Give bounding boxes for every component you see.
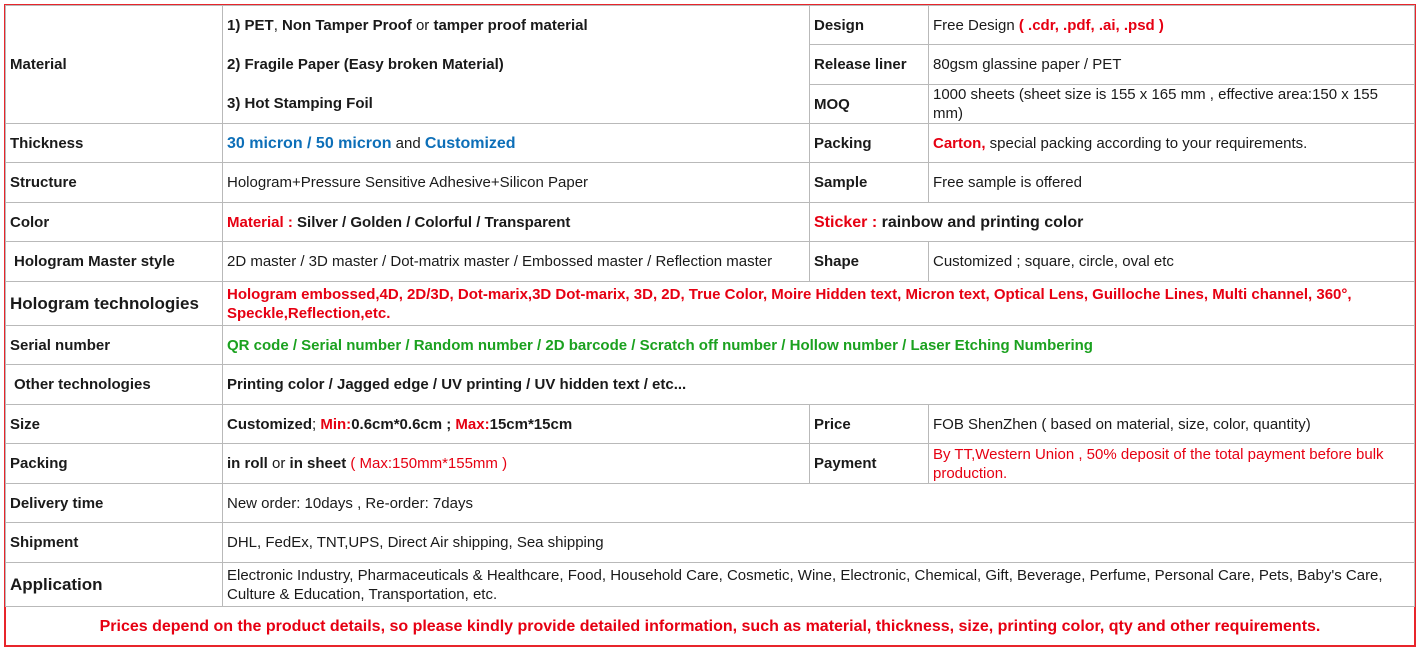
application-label: Application: [6, 563, 223, 607]
technologies-value: Hologram embossed,4D, 2D/3D, Dot-marix,3D Dot-marix, 3D, 2D, True Color, Moire Hidden text, Micron text, Optical Lens, Guilloche Lines, Multi channel, 360°, Speckle,Reflection,etc.: [223, 282, 1415, 326]
price-label: Price: [810, 405, 929, 444]
other-label: Other technologies: [6, 365, 223, 405]
thickness-label: Thickness: [6, 124, 223, 163]
moq-label: MOQ: [810, 85, 929, 124]
color-sticker-value: Sticker : rainbow and printing color: [810, 203, 1415, 242]
table-row: [6, 523, 1415, 563]
technologies-label: Hologram technologies: [6, 282, 223, 326]
spec-table: [5, 5, 1415, 646]
color-label: Color: [6, 203, 223, 242]
table-row: [6, 444, 1415, 484]
table-row: [6, 563, 1415, 607]
footer-row: [6, 607, 1415, 646]
packing-left-label: Packing: [6, 444, 223, 484]
table-row: [6, 484, 1415, 523]
packing-left-value: in roll or in sheet ( Max:150mm*155mm ): [223, 444, 810, 484]
master-style-value: 2D master / 3D master / Dot-matrix master / Embossed master / Reflection master: [223, 242, 810, 282]
serial-value: QR code / Serial number / Random number / 2D barcode / Scratch off number / Hollow number / Laser Etching Numbering: [223, 326, 1415, 365]
shape-value: Customized ; square, circle, oval etc: [929, 242, 1415, 282]
release-liner-value: 80gsm glassine paper / PET: [929, 45, 1415, 85]
master-style-label: Hologram Master style: [6, 242, 223, 282]
table-row: [6, 6, 1415, 45]
sample-label: Sample: [810, 163, 929, 203]
packing-label: Packing: [810, 124, 929, 163]
release-liner-label: Release liner: [810, 45, 929, 85]
size-value: Customized; Min:0.6cm*0.6cm ; Max:15cm*15cm: [223, 405, 810, 444]
table-row: [6, 124, 1415, 163]
sample-value: Free sample is offered: [929, 163, 1415, 203]
table-row: [6, 326, 1415, 365]
packing-value: Carton, special packing according to your requirements.: [929, 124, 1415, 163]
structure-value: Hologram+Pressure Sensitive Adhesive+Silicon Paper: [223, 163, 810, 203]
table-row: [6, 405, 1415, 444]
size-label: Size: [6, 405, 223, 444]
application-value: Electronic Industry, Pharmaceuticals & Healthcare, Food, Household Care, Cosmetic, Wine, Electronic, Chemical, Gift, Beverage, Perfume, Personal Care, Pets, Baby's Care, Culture & Education, Transportation, etc.: [223, 563, 1415, 607]
material-item-3: 3) Hot Stamping Foil: [227, 95, 373, 112]
color-material-value: Material : Silver / Golden / Colorful / Transparent: [223, 203, 810, 242]
table-row: [6, 365, 1415, 405]
material-label: Material: [6, 6, 223, 124]
table-row: [6, 163, 1415, 203]
design-label: Design: [810, 6, 929, 45]
shape-label: Shape: [810, 242, 929, 282]
footer-note: Prices depend on the product details, so please kindly provide detailed information, such as material, thickness, size, printing color, qty and other requirements.: [99, 617, 1321, 635]
payment-value: By TT,Western Union , 50% deposit of the total payment before bulk production.: [929, 444, 1415, 484]
other-value: Printing color / Jagged edge / UV printing / UV hidden text / etc...: [223, 365, 1415, 405]
table-row: [6, 203, 1415, 242]
table-row: [6, 242, 1415, 282]
material-item-1: 1) PET, Non Tamper Proof or tamper proof material: [227, 17, 588, 34]
price-value: FOB ShenZhen ( based on material, size, color, quantity): [929, 405, 1415, 444]
payment-label: Payment: [810, 444, 929, 484]
moq-value: 1000 sheets (sheet size is 155 x 165 mm , effective area:150 x 155 mm): [929, 85, 1415, 124]
thickness-value: 30 micron / 50 micron and Customized: [223, 124, 810, 163]
serial-label: Serial number: [6, 326, 223, 365]
structure-label: Structure: [6, 163, 223, 203]
material-value: [223, 6, 810, 124]
delivery-label: Delivery time: [6, 484, 223, 523]
design-value: Free Design ( .cdr, .pdf, .ai, .psd ): [929, 6, 1415, 45]
material-item-2: 2) Fragile Paper (Easy broken Material): [227, 56, 504, 73]
table-row: [6, 282, 1415, 326]
delivery-value: New order: 10days , Re-order: 7days: [223, 484, 1415, 523]
shipment-label: Shipment: [6, 523, 223, 563]
shipment-value: DHL, FedEx, TNT,UPS, Direct Air shipping, Sea shipping: [223, 523, 1415, 563]
